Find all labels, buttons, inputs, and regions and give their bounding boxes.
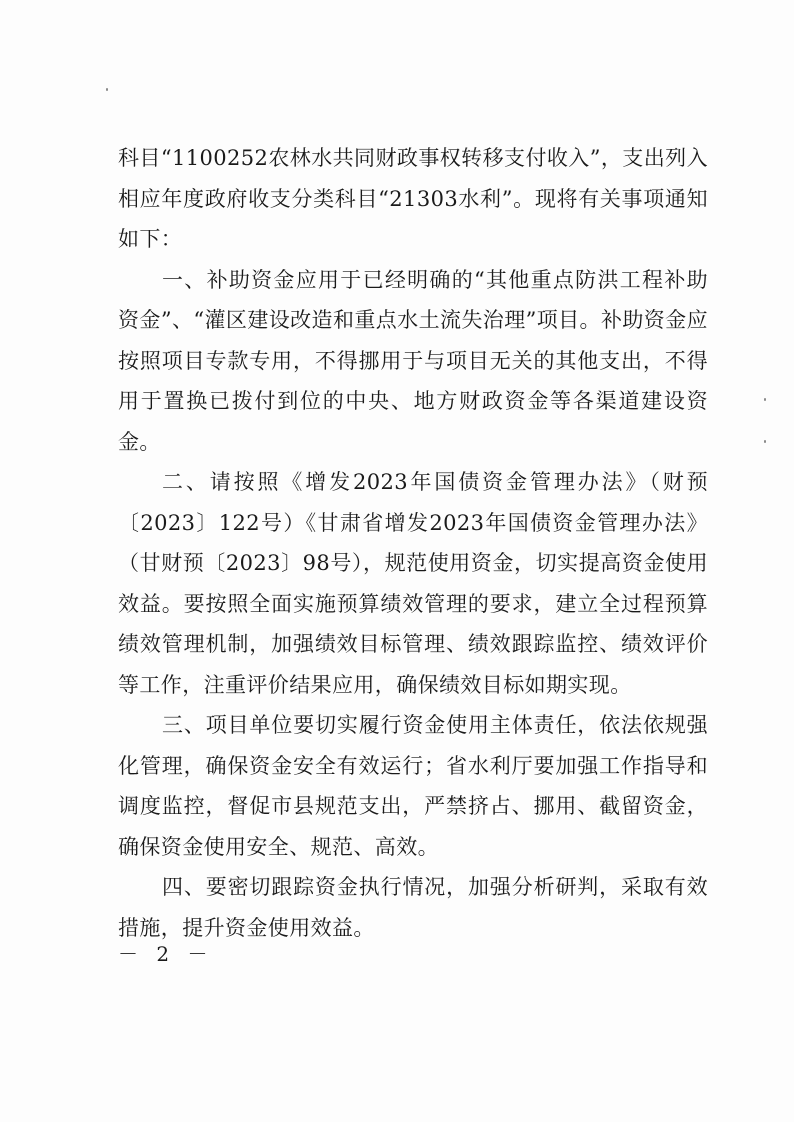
page-number: － 2 － xyxy=(118,942,214,966)
paragraph-intro-continued: 科目“1100252农林水共同财政事权转移支付收入”，支出列入相应年度政府收支分类科目“21303水利”。现将有关事项通知如下： xyxy=(118,146,708,251)
paragraph-item-1: 一、补助资金应用于已经明确的“其他重点防洪工程补助资金”、“灌区建设改造和重点水土流失治理”项目。补助资金应按照项目专款专用，不得挪用于与项目无关的其他支出，不得用于置换已拨付到位的中央、地方财政资金等各渠道建设资金。 xyxy=(118,267,708,454)
paragraph-item-2: 二、请按照《增发2023年国债资金管理办法》（财预〔2023〕122号）《甘肃省增发2023年国债资金管理办法》（甘财预〔2023〕98号），规范使用资金，切实提高资金使用效益。要按照全面实施预算绩效管理的要求，建立全过程预算绩效管理机制，加强绩效目标管理、绩效跟踪监控、绩效评价等工作，注重评价结果应用，确保绩效目标如期实现。 xyxy=(118,470,708,697)
scan-speck xyxy=(764,398,766,401)
paragraph-item-3: 三、项目单位要切实履行资金使用主体责任，依法依规强化管理，确保资金安全有效运行；省水利厅要加强工作指导和调度监控，督促市县规范支出，严禁挤占、挪用、截留资金，确保资金使用安全、规范、高效。 xyxy=(118,713,708,859)
document-body xyxy=(118,138,708,948)
scan-speck xyxy=(764,440,766,443)
scan-speck xyxy=(106,88,108,91)
paragraph-item-4: 四、要密切跟踪资金执行情况，加强分析研判，采取有效措施，提升资金使用效益。 xyxy=(118,875,708,940)
